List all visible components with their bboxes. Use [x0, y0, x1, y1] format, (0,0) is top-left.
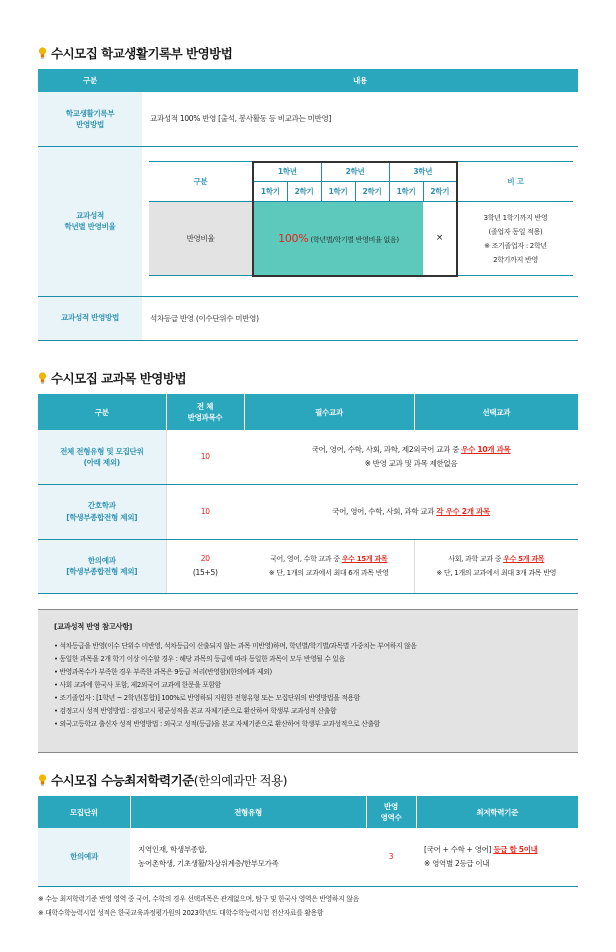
lightbulb-icon — [38, 774, 47, 786]
table-row: 간호학과 [학생부종합전형 제외] 10 국어, 영어, 수학, 사회, 과학 교과 각 우수 2개 과목 — [38, 484, 578, 539]
header-unit: 모집단위 — [38, 796, 130, 828]
row-label-record-method: 학교생활기록부 반영방법 — [38, 92, 142, 146]
section-title-subjects: 수시모집 교과목 반영방법 — [38, 369, 186, 387]
list-item: • 검정고시 성적 반영방법 : 검정고시 평균성적을 본교 자체기준으로 환산하여 학생부 교과성적 산출함 — [54, 707, 337, 715]
inner-header-gubun: 구분 — [149, 162, 253, 202]
header-elective: 선택교과 — [414, 394, 578, 430]
inner-header-y1-s2: 2학기 — [287, 182, 321, 202]
header-total-count: 전 체 반영과목수 — [166, 394, 244, 430]
subjects-table — [38, 394, 578, 594]
inner-header-y3-s1: 1학기 — [389, 182, 423, 202]
table-row: 한의예과 [학생부종합전형 제외] 20 (15+5) 국어, 영어, 수학 교과 중 우수 15개 과목 ※ 단, 1개의 교과에서 최대 6개 과목 반영 사회, 과학 교과 중 우수 5개 과목 ※ 단, 1개의 교과에서 최대 3개 과목 반영 — [38, 539, 578, 593]
grade-ratio-cell — [142, 146, 578, 296]
section-title-csat-minimum: 수시모집 수능최저학력기준 (한의예과만 적용) — [38, 771, 287, 789]
inner-header-y2-s2: 2학기 — [355, 182, 389, 202]
header-area-count: 반영 영역수 — [366, 796, 416, 828]
inner-row-label: 반영비율 — [149, 202, 253, 276]
list-item: • 사회 교과에 한국사 포함, 제2외국어 교과에 한문을 포함함 — [54, 681, 221, 689]
inner-header-note: 비 고 — [457, 162, 573, 202]
ratio-fill-cell — [253, 202, 423, 276]
list-item: • 동일한 과목을 2개 학기 이상 이수할 경우 : 해당 과목의 등급에 따라 동일한 과목이 모두 반영될 수 있음 — [54, 655, 345, 663]
header-required: 필수교과 — [244, 394, 414, 430]
table-row: 전체 전형유형 및 모집단위 (아래 제외) 10 국어, 영어, 수학, 사회, 과학, 제2외국어 교과 중 우수 10개 과목 ※ 반영 교과 및 과목 제한없음 — [38, 430, 578, 484]
ratio-remark: 3학년 1학기까지 반영 (졸업자 동일 적용) ※ 조기졸업자 : 2학년 2학기까지 반영 — [457, 202, 573, 276]
footnote: ※ 수능 최저학력기준 반영 영역 중 국어, 수학의 경우 선택과목은 관계없으며, 탐구 및 한국사 영역은 반영하지 않음 — [38, 895, 359, 903]
notes-title: [교과성적 반영 참고사항] — [54, 622, 133, 631]
school-record-table — [38, 69, 578, 341]
lightbulb-icon — [38, 47, 47, 59]
lightbulb-icon — [38, 372, 47, 384]
header-type: 전형유형 — [130, 796, 366, 828]
ratio-percent: 100% — [278, 231, 309, 245]
header-gubun: 구분 — [38, 394, 166, 430]
header-gubun: 구분 — [38, 69, 142, 92]
table-row: 한의예과 지역인재, 학생부종합, 농어촌학생, 기초생활/차상위계층/한부모가족 3 [국어 + 수학 + 영어] 등급 합 5이내 ※ 영역별 2등급 이내 — [38, 828, 578, 886]
row-content-grade-method: 석차등급 반영 (이수단위수 미반영) — [142, 296, 578, 340]
list-item: • 조기졸업자 : [1학년 ~ 2학년(통합)] 100%로 반영하되 지원한 전형유형 또는 모집단위의 반영방법을 적용함 — [54, 694, 360, 702]
notes-list — [54, 640, 562, 731]
footnote: ※ 대학수학능력시험 성적은 한국교육과정평가원의 2023학년도 대학수학능력시험 전산자료를 활용함 — [38, 909, 324, 917]
list-item: • 외국고등학교 출신자 성적 반영방법 : 외국고 성적(등급)을 본교 자체기준으로 환산하여 학생부 교과성적으로 산출함 — [54, 720, 380, 728]
inner-header-y1-s1: 1학기 — [253, 182, 287, 202]
row-label-grade-ratio: 교과성적 학년별 반영비율 — [38, 146, 142, 296]
ratio-note: (학년별/학기별 반영비율 없음) — [310, 235, 399, 244]
ratio-excluded-mark: × — [423, 202, 457, 276]
row-label-grade-method: 교과성적 반영방법 — [38, 296, 142, 340]
grade-notes-box — [38, 609, 578, 753]
header-content: 내용 — [142, 69, 578, 92]
row-content-record-method: 교과성적 100% 반영 [출석, 봉사활동 등 비교과는 미반영] — [142, 92, 578, 146]
inner-header-year1: 1학년 — [253, 162, 321, 182]
inner-header-y2-s1: 1학기 — [321, 182, 355, 202]
csat-minimum-table — [38, 796, 578, 887]
section-title-school-record: 수시모집 학교생활기록부 반영방법 — [38, 44, 232, 62]
list-item: • 석차등급을 반영(이수 단위수 미반영, 석차등급이 산출되지 않는 과목 미반영)하며, 학년별/학기별/과목별 가중치는 부여하지 않음 — [54, 642, 417, 650]
inner-header-year3: 3학년 — [389, 162, 457, 182]
inner-header-y3-s2: 2학기 — [423, 182, 457, 202]
grade-ratio-inner-table — [149, 161, 573, 277]
header-minimum: 최저학력기준 — [416, 796, 578, 828]
inner-header-year2: 2학년 — [321, 162, 389, 182]
list-item: • 반영과목수가 부족한 경우 부족한 과목은 9등급 처리(반영함)(한의예과 제외) — [54, 668, 272, 676]
